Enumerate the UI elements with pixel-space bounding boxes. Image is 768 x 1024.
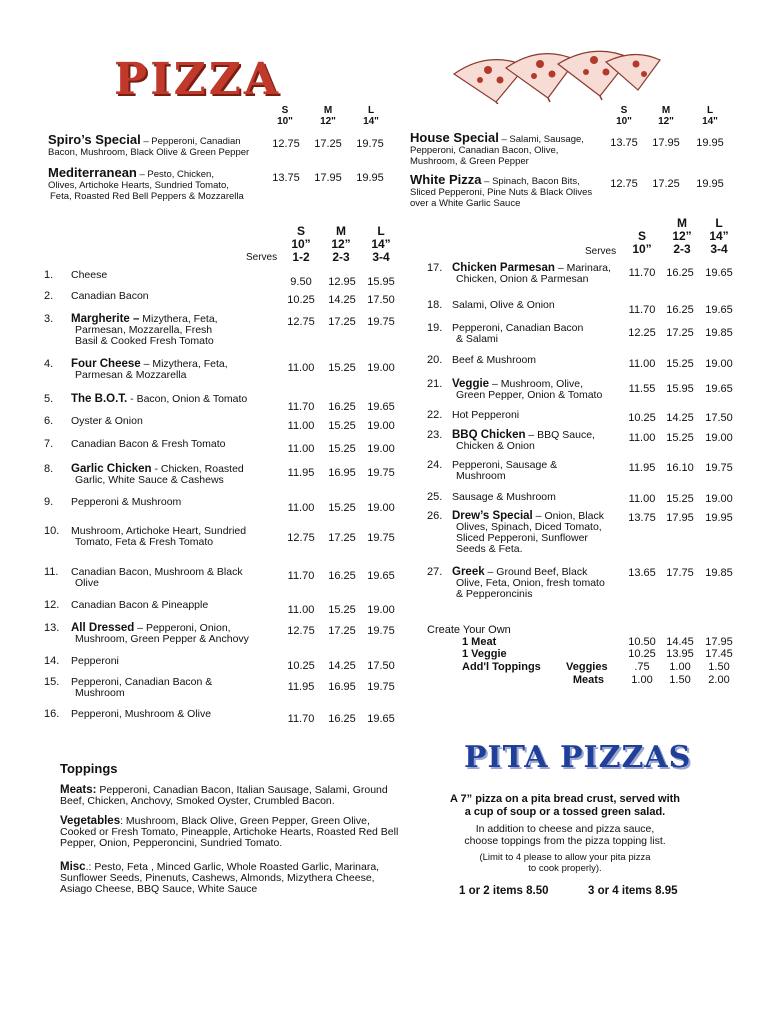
price-s: 11.55 (628, 383, 656, 395)
toppings-vegetables: Vegetables: Mushroom, Black Olive, Green Pepper, Green Olive, Cooked or Fresh Tomato, Pineapple, Artichoke Hearts, Roasted Red Bell Pepper, Onion, Pepperoncini, Sundried Tomato. (60, 815, 399, 849)
item-number: 18. (427, 299, 443, 311)
item-detail: - Chicken, Roasted (151, 463, 244, 475)
item-detail: Oyster & Onion (71, 415, 143, 427)
price-l: 19.65 (705, 267, 733, 279)
item-description (71, 439, 279, 450)
price-s: 13.65 (628, 567, 656, 579)
item-detail-line: Mushroom (456, 470, 506, 482)
item-name: The B.O.T. (71, 393, 128, 405)
item-detail: Canadian Bacon, Mushroom & Black (71, 566, 243, 578)
item-number: 6. (44, 415, 54, 427)
table-header-s: S 10” 1-2 (291, 224, 311, 264)
item-detail: Pepperoni & Mushroom (71, 496, 182, 508)
item-description (452, 460, 620, 482)
price-l: 19.65 (367, 713, 395, 725)
item-description (71, 656, 279, 667)
item-detail: Pepperoni (71, 655, 119, 667)
price-l: 19.00 (367, 362, 395, 374)
item-name: Four Cheese (71, 358, 141, 370)
pita-description: A 7” pizza on a pita bread crust, served with a cup of soup or a tossed green salad. (449, 793, 681, 818)
cyo-price-s: .75 (634, 661, 650, 673)
cyo-price-s: 1.00 (631, 674, 653, 686)
price-m: 17.25 (328, 625, 356, 637)
price-s: 12.75 (610, 178, 638, 190)
price-l: 17.50 (367, 660, 395, 672)
cyo-price-m: 13.95 (666, 648, 694, 660)
item-detail: Pepperoni, Mushroom & Olive (71, 708, 212, 720)
item-number: 26. (427, 510, 443, 522)
price-m: 17.25 (328, 532, 356, 544)
item-name: Greek (452, 566, 485, 578)
price-m: 16.25 (328, 401, 356, 413)
price-s: 10.25 (287, 660, 315, 672)
price-l: 19.95 (705, 512, 733, 524)
price-l: 19.00 (705, 493, 733, 505)
item-detail: Salami, Olive & Onion (452, 299, 555, 311)
price-s: 10.25 (287, 294, 315, 306)
item-number: 2. (44, 290, 54, 302)
item-number: 27. (427, 566, 443, 578)
price-m: 15.25 (666, 493, 694, 505)
table-header-l-right: L 14” 3-4 (709, 216, 729, 256)
price-m: 15.25 (328, 362, 356, 374)
item-detail-line: Chicken & Onion (456, 440, 535, 452)
price-m: 17.95 (666, 512, 694, 524)
price-s: 11.00 (287, 502, 315, 514)
toppings-meats: Meats: Pepperoni, Canadian Bacon, Italian Sausage, Salami, Ground Beef, Chicken, Anchovy, Smoked Oyster, Crumbled Bacon. (60, 784, 388, 807)
item-detail: - Bacon, Onion & Tomato (127, 393, 248, 405)
item-number: 10. (44, 525, 60, 537)
item-name: Chicken Parmesan (452, 262, 555, 274)
pita-price-2: 3 or 4 items 8.95 (588, 885, 678, 897)
price-s: 12.25 (628, 327, 656, 339)
price-m: 17.25 (666, 327, 694, 339)
price-l: 19.95 (356, 172, 384, 184)
item-number: 12. (44, 599, 60, 611)
item-detail-line: Green Pepper, Onion & Tomato (456, 389, 603, 401)
price-s: 11.00 (628, 493, 656, 505)
size-header-m: M 12" (320, 105, 336, 127)
item-detail-line: & Pepperoncinis (456, 588, 533, 600)
item-description (71, 416, 279, 427)
price-l: 17.50 (705, 412, 733, 424)
price-m: 16.25 (328, 713, 356, 725)
price-s: 9.50 (290, 276, 312, 288)
price-l: 19.75 (367, 467, 395, 479)
item-detail-line: Olive, Feta, Onion, fresh tomato (456, 577, 605, 589)
item-number: 21. (427, 378, 443, 390)
price-l: 19.95 (696, 178, 724, 190)
item-name: All Dressed (71, 622, 135, 634)
item-detail-line: Garlic, White Sauce & Cashews (75, 474, 224, 486)
price-s: 12.75 (287, 532, 315, 544)
cyo-price-m: 1.00 (669, 661, 691, 673)
price-l: 19.75 (367, 681, 395, 693)
item-detail: – Onion, Black (532, 510, 604, 522)
item-number: 7. (44, 438, 54, 450)
item-description (452, 263, 620, 285)
item-description (452, 410, 620, 421)
item-detail: – Pepperoni, Onion, (134, 622, 231, 634)
table-header-m-right: M 12” 2-3 (672, 216, 692, 256)
item-number: 1. (44, 269, 54, 281)
item-number: 20. (427, 354, 443, 366)
price-s: 11.70 (287, 713, 315, 725)
price-l: 19.75 (367, 316, 395, 328)
item-description (71, 291, 279, 302)
item-detail: Beef & Mushroom (452, 354, 537, 366)
item-name: Drew’s Special (452, 510, 533, 522)
item-detail-line: Basil & Cooked Fresh Tomato (75, 335, 214, 347)
item-number: 23. (427, 429, 443, 441)
price-m: 14.25 (328, 294, 356, 306)
cyo-price-l: 1.50 (708, 661, 730, 673)
size-header-s: S 10" (277, 105, 293, 127)
price-m: 17.25 (652, 178, 680, 190)
cyo-price-m: 14.45 (666, 636, 694, 648)
item-detail-line: Olives, Spinach, Diced Tomato, (456, 521, 602, 533)
item-description (71, 270, 279, 281)
price-m: 12.95 (328, 276, 356, 288)
price-m: 16.95 (328, 681, 356, 693)
item-number: 25. (427, 491, 443, 503)
toppings-title: Toppings (60, 761, 118, 776)
item-number: 16. (44, 708, 60, 720)
item-detail: Cheese (71, 269, 108, 281)
item-number: 13. (44, 622, 60, 634)
item-detail-line: Parmesan & Mozzarella (75, 369, 187, 381)
item-detail: Pepperoni, Canadian Bacon (452, 322, 584, 334)
item-detail: – Marinara, (554, 262, 611, 274)
price-m: 15.25 (328, 604, 356, 616)
item-name: Margherite – (71, 313, 140, 325)
price-s: 11.95 (287, 681, 315, 693)
item-detail-line: Parmesan, Mozzarella, Fresh (75, 324, 213, 336)
price-s: 11.70 (287, 570, 315, 582)
pita-limit-note: (Limit to 4 please to allow your pita pizza to cook properly). (479, 852, 651, 874)
toppings-misc: Misc.: Pesto, Feta , Minced Garlic, Whole Roasted Garlic, Marinara, Sunflower Seeds, Pinenuts, Cashews, Almonds, Mizythera Cheese, Asiago Cheese, BBQ Sauce, White Sauce (60, 861, 380, 895)
item-description (452, 567, 620, 600)
price-l: 19.00 (367, 502, 395, 514)
item-detail-line: Mushroom, Green Pepper & Anchovy (75, 633, 249, 645)
item-description (452, 300, 620, 311)
price-s: 11.95 (628, 462, 656, 474)
price-s: 11.00 (287, 362, 315, 374)
pizza-slices-illustration (448, 44, 668, 104)
item-detail: Hot Pepperoni (452, 409, 520, 421)
price-m: 16.25 (328, 570, 356, 582)
item-description (452, 492, 620, 503)
item-detail-line: Olive (75, 577, 99, 589)
price-m: 16.25 (666, 304, 694, 316)
price-l: 19.85 (705, 567, 733, 579)
price-l: 19.65 (367, 570, 395, 582)
item-detail: – Mizythera, Feta, (140, 358, 228, 370)
price-s: 11.70 (628, 304, 656, 316)
item-number: 14. (44, 655, 60, 667)
cyo-sub-label: Veggies (566, 661, 608, 673)
create-your-own-title: Create Your Own (427, 624, 511, 636)
price-m: 17.95 (314, 172, 342, 184)
price-s: 13.75 (610, 137, 638, 149)
price-l: 19.00 (705, 432, 733, 444)
item-name: Garlic Chicken (71, 463, 152, 475)
item-detail: – Ground Beef, Black (484, 566, 588, 578)
price-s: 11.00 (287, 443, 315, 455)
special-item: House Special – Salami, Sausage, Pepperoni, Canadian Bacon, Olive, Mushroom, & Green Pepper (410, 130, 584, 167)
item-number: 17. (427, 262, 443, 274)
special-item: Spiro’s Special – Pepperoni, Canadian Bacon, Mushroom, Black Olive & Green Pepper (48, 132, 250, 158)
size-header-m-right: M 12" (658, 105, 674, 127)
price-l: 19.00 (705, 358, 733, 370)
item-description (71, 526, 279, 548)
item-description (452, 323, 620, 345)
item-description (452, 355, 620, 366)
item-description (71, 600, 279, 611)
cyo-price-s: 10.25 (628, 648, 656, 660)
item-number: 3. (44, 313, 54, 325)
price-s: 11.00 (628, 432, 656, 444)
price-s: 12.75 (272, 138, 300, 150)
price-m: 15.25 (666, 432, 694, 444)
price-s: 12.75 (287, 625, 315, 637)
price-l: 19.00 (367, 420, 395, 432)
price-s: 11.70 (287, 401, 315, 413)
item-detail-line: Seeds & Feta. (456, 543, 523, 555)
item-detail: Mizythera, Feta, (139, 313, 218, 325)
pita-instructions: In addition to cheese and pizza sauce, choose toppings from the pizza topping list. (464, 823, 666, 847)
price-m: 15.25 (328, 420, 356, 432)
price-m: 17.25 (328, 316, 356, 328)
price-m: 17.95 (652, 137, 680, 149)
price-m: 16.10 (666, 462, 694, 474)
pita-price-1: 1 or 2 items 8.50 (459, 885, 549, 897)
item-number: 8. (44, 463, 54, 475)
table-header-m: M 12” 2-3 (331, 224, 351, 264)
price-l: 19.00 (367, 604, 395, 616)
size-header-l-right: L 14" (702, 105, 718, 127)
price-m: 14.25 (666, 412, 694, 424)
price-s: 11.95 (287, 467, 315, 479)
cyo-label: Add'l Toppings (462, 661, 541, 673)
price-l: 19.75 (356, 138, 384, 150)
table-header-l: L 14” 3-4 (371, 224, 391, 264)
item-description (71, 359, 279, 381)
item-description (71, 623, 279, 645)
item-description (452, 511, 620, 555)
item-number: 22. (427, 409, 443, 421)
item-detail: – Mushroom, Olive, (489, 378, 584, 390)
item-description (71, 677, 279, 699)
item-detail: Sausage & Mushroom (452, 491, 556, 503)
item-number: 9. (44, 496, 54, 508)
price-l: 19.65 (705, 383, 733, 395)
page-title: PIZZA (114, 54, 282, 105)
price-l: 19.00 (367, 443, 395, 455)
cyo-price-l: 17.95 (705, 636, 733, 648)
table-header-s-right: S 10” (632, 229, 652, 256)
item-number: 4. (44, 358, 54, 370)
item-description (71, 709, 279, 720)
item-detail-line: Mushroom (75, 687, 125, 699)
item-detail-line: Tomato, Feta & Fresh Tomato (75, 536, 214, 548)
item-detail: – BBQ Sauce, (525, 429, 595, 441)
cyo-label: 1 Veggie (462, 648, 507, 660)
price-s: 11.00 (287, 604, 315, 616)
item-detail: Canadian Bacon (71, 290, 149, 302)
cyo-price-s: 10.50 (628, 636, 656, 648)
cyo-label: 1 Meat (462, 636, 497, 648)
special-item: White Pizza – Spinach, Bacon Bits, Sliced Pepperoni, Pine Nuts & Black Olives over a White Garlic Sauce (410, 172, 593, 209)
price-s: 11.00 (287, 420, 315, 432)
size-header-s-right: S 10" (616, 105, 632, 127)
cyo-price-m: 1.50 (669, 674, 691, 686)
price-l: 19.85 (705, 327, 733, 339)
price-l: 17.50 (367, 294, 395, 306)
price-s: 13.75 (628, 512, 656, 524)
size-header-l: L 14" (363, 105, 379, 127)
item-name: Veggie (452, 378, 490, 390)
price-s: 11.00 (628, 358, 656, 370)
item-number: 5. (44, 393, 54, 405)
price-s: 12.75 (287, 316, 315, 328)
price-l: 19.75 (367, 532, 395, 544)
item-number: 24. (427, 459, 443, 471)
price-s: 11.70 (628, 267, 656, 279)
cyo-price-l: 2.00 (708, 674, 730, 686)
item-name: BBQ Chicken (452, 429, 526, 441)
item-number: 11. (44, 566, 59, 578)
item-description (71, 567, 279, 589)
price-m: 15.25 (328, 443, 356, 455)
price-l: 19.65 (367, 401, 395, 413)
item-description (71, 497, 279, 508)
price-m: 15.25 (666, 358, 694, 370)
price-l: 19.95 (696, 137, 724, 149)
price-m: 15.95 (666, 383, 694, 395)
item-detail-line: Chicken, Onion & Parmesan (456, 273, 589, 285)
price-m: 16.25 (666, 267, 694, 279)
item-detail-line: & Salami (456, 333, 499, 345)
serves-label-right: Serves (585, 246, 617, 257)
item-description (71, 394, 279, 405)
price-m: 16.95 (328, 467, 356, 479)
price-m: 17.75 (666, 567, 694, 579)
pita-title: PITA PIZZAS (464, 740, 692, 775)
special-item: Mediterranean – Pesto, Chicken, Olives, Artichoke Hearts, Sundried Tomato, Feta, Roasted Red Bell Peppers & Mozzarella (48, 165, 244, 202)
price-l: 19.65 (705, 304, 733, 316)
item-description (71, 464, 279, 486)
price-s: 13.75 (272, 172, 300, 184)
price-l: 19.75 (367, 625, 395, 637)
item-detail: Canadian Bacon & Fresh Tomato (71, 438, 226, 450)
price-m: 15.25 (328, 502, 356, 514)
cyo-sub-label: Meats (572, 674, 604, 686)
item-detail: Pepperoni, Canadian Bacon & (71, 676, 213, 688)
item-detail: Mushroom, Artichoke Heart, Sundried (71, 525, 247, 537)
cyo-price-l: 17.45 (705, 648, 733, 660)
price-m: 14.25 (328, 660, 356, 672)
item-description (71, 314, 279, 347)
price-s: 10.25 (628, 412, 656, 424)
serves-label: Serves (246, 252, 278, 263)
item-number: 19. (427, 322, 443, 334)
item-description (452, 379, 620, 401)
item-detail: Pepperoni, Sausage & (452, 459, 558, 471)
price-l: 19.75 (705, 462, 733, 474)
price-m: 17.25 (314, 138, 342, 150)
item-description (452, 430, 620, 452)
item-detail-line: Sliced Pepperoni, Sunflower (456, 532, 588, 544)
item-detail: Canadian Bacon & Pineapple (71, 599, 209, 611)
item-number: 15. (44, 676, 60, 688)
price-l: 15.95 (367, 276, 395, 288)
